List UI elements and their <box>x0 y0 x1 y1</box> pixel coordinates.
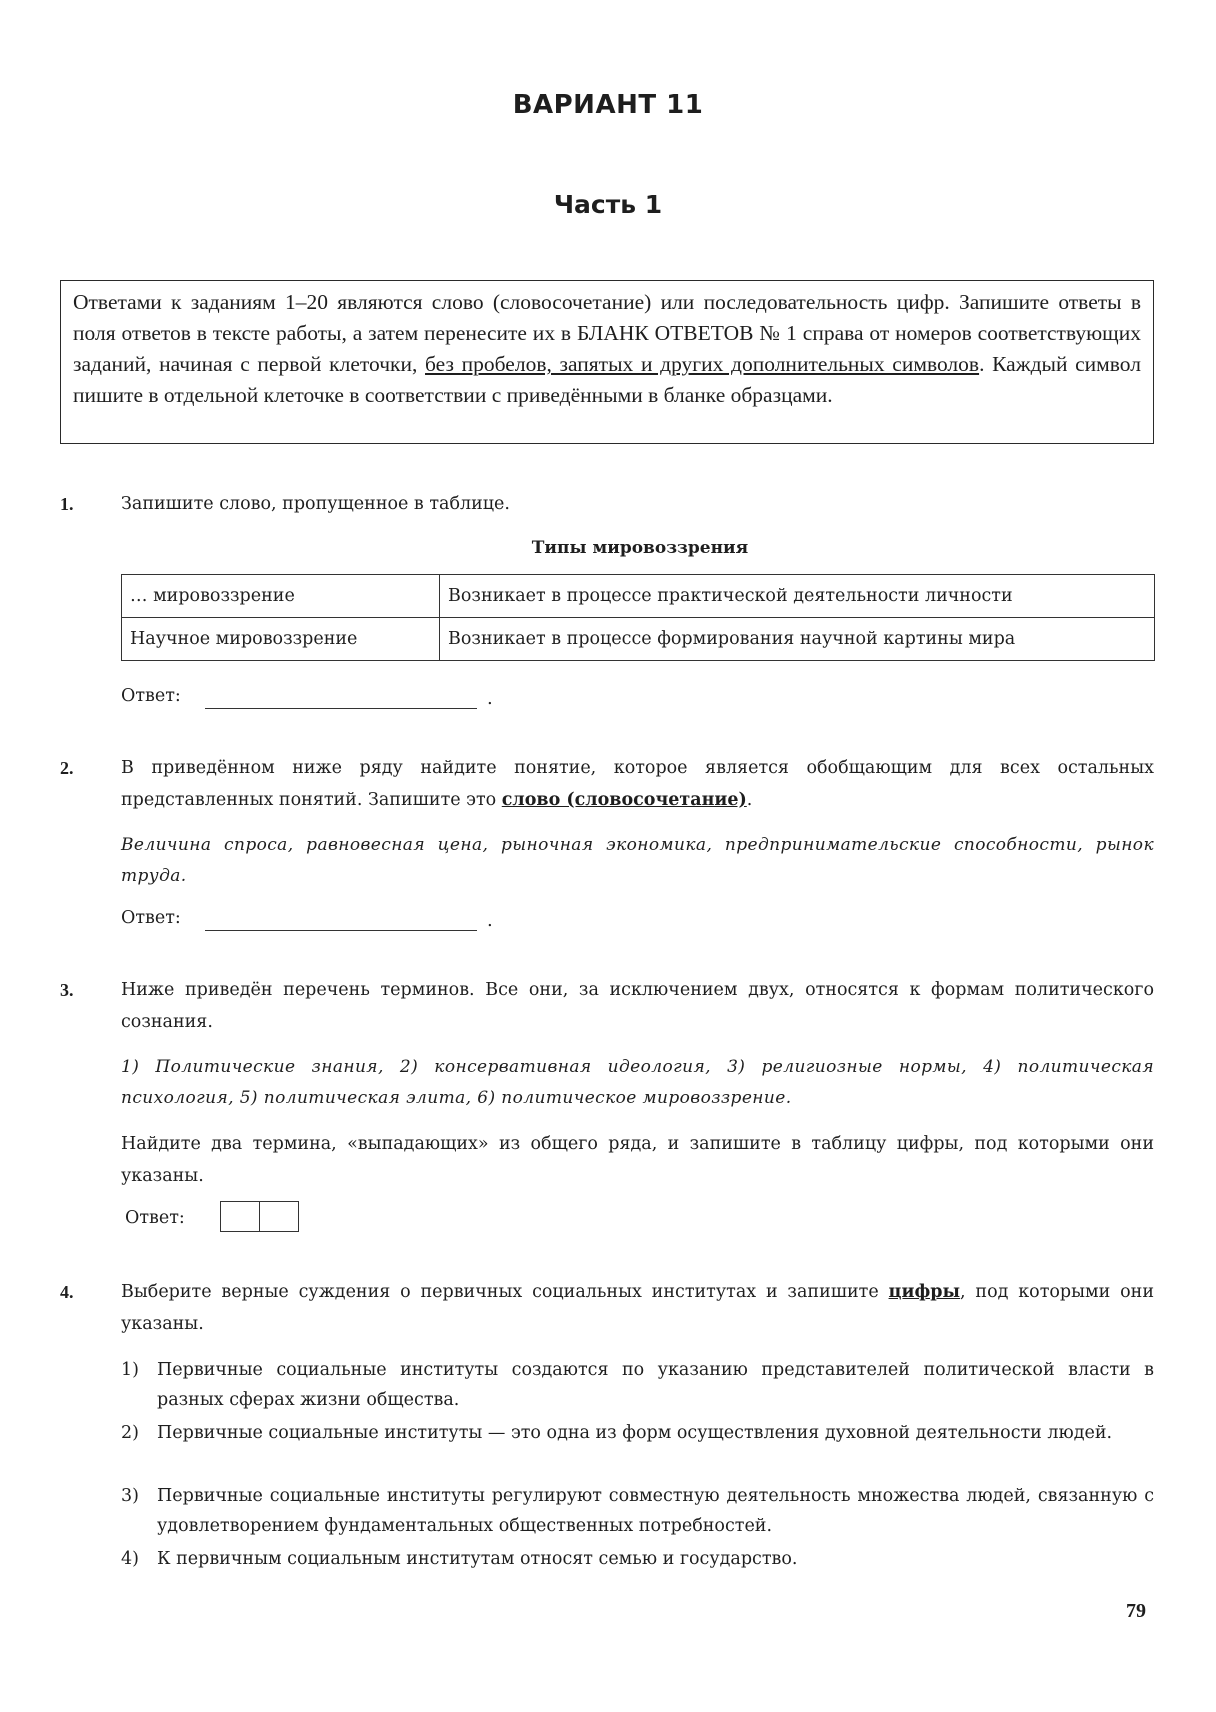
q2-text-main: В приведённом ниже ряду найдите понятие, которое является обобщающим для всех остальных представленных понятий. Запишите это <box>121 758 1154 810</box>
q2-answer-dot: . <box>487 910 493 931</box>
q1-table <box>121 574 1155 661</box>
instructions-text: Ответами к заданиям 1–20 являются слово (словосочетание) или последовательность цифр. Запишите ответы в поля ответов в тексте работы, а затем перенесите их в БЛАНК ОТВЕТОВ № 1 справа от номеров соответствующих заданий, начиная с первой клеточки, <box>73 290 1141 376</box>
table-row <box>122 618 1155 661</box>
q1-number: 1. <box>60 494 74 514</box>
q2-number: 2. <box>60 758 74 778</box>
table-cell: Возникает в процессе формирования научной картины мира <box>440 618 1155 661</box>
instructions-text-end: . Каждый символ пишите в отдельной клеточке в соответствии с приведёнными в бланке образцами. <box>73 352 1141 407</box>
page-number: 79 <box>1126 1600 1146 1622</box>
q2-text-end: . <box>746 790 753 810</box>
q3-text: Ниже приведён перечень терминов. Все они, за исключением двух, относятся к формам политического сознания. <box>121 980 1154 1032</box>
variant-title: ВАРИАНТ 11 <box>512 90 704 120</box>
q2-answer-line[interactable] <box>205 930 477 931</box>
table-row <box>122 575 1155 618</box>
q1-table-title: Типы мировоззрения <box>531 538 749 558</box>
q4-text-end: , под которыми они указаны. <box>121 1282 1155 1334</box>
q3-list: 1) Политические знания, 2) консервативная идеология, 3) религиозные нормы, 4) политическая психология, 5) политическая элита, 6) политическое мировоззрение. <box>121 1057 1154 1108</box>
part-title: Часть 1 <box>553 190 663 219</box>
q2-list: Величина спроса, равновесная цена, рыночная экономика, предпринимательские способности, рынок труда. <box>121 835 1154 886</box>
option-number: 4) <box>121 1549 139 1569</box>
q4-text <box>121 1276 1154 1340</box>
q2-text <box>121 752 1154 816</box>
option-number: 3) <box>121 1486 139 1506</box>
q4-option <box>121 1544 1154 1574</box>
q3-task: Найдите два термина, «выпадающих» из общего ряда, и запишите в таблицу цифры, под которыми они указаны. <box>121 1134 1154 1186</box>
option-text: Первичные социальные институты создаются по указанию представителей политической власти в разных сферах жизни общества. <box>157 1360 1154 1410</box>
q3-answer-boxes <box>220 1201 299 1232</box>
q1-answer-label: Ответ: <box>121 686 181 706</box>
q3-number: 3. <box>60 980 74 1000</box>
q2-answer-label: Ответ: <box>121 908 181 928</box>
q4-text-bold: цифры <box>888 1282 961 1302</box>
q1-text: Запишите слово, пропущенное в таблице. <box>121 494 510 514</box>
table-cell: Научное мировоззрение <box>122 618 440 661</box>
answer-cell[interactable] <box>259 1201 299 1232</box>
table-cell: Возникает в процессе практической деятельности личности <box>440 575 1155 618</box>
q2-text-bold: слово (словосочетание) <box>501 790 747 810</box>
instructions-box <box>60 280 1154 444</box>
q4-option <box>121 1355 1154 1415</box>
option-text: Первичные социальные институты — это одна из форм осуществления духовной деятельности людей. <box>157 1423 1113 1443</box>
answer-cell[interactable] <box>220 1201 260 1232</box>
q1-answer-line[interactable] <box>205 708 477 709</box>
q1-answer-dot: . <box>487 688 493 709</box>
option-number: 1) <box>121 1360 139 1380</box>
q4-option <box>121 1481 1154 1541</box>
option-text: Первичные социальные институты регулируют совместную деятельность множества людей, связанную с удовлетворением фундаментальных общественных потребностей. <box>157 1486 1154 1536</box>
table-cell: … мировоззрение <box>122 575 440 618</box>
q4-option <box>121 1418 1154 1448</box>
q3-answer-label: Ответ: <box>125 1208 185 1228</box>
q4-text-main: Выберите верные суждения о первичных социальных институтах и запишите <box>121 1282 889 1302</box>
option-number: 2) <box>121 1423 139 1443</box>
q4-number: 4. <box>60 1282 74 1302</box>
option-text: К первичным социальным институтам относят семью и государство. <box>157 1549 798 1569</box>
instructions-underlined: без пробелов, запятых и других дополнительных символов <box>425 352 980 376</box>
